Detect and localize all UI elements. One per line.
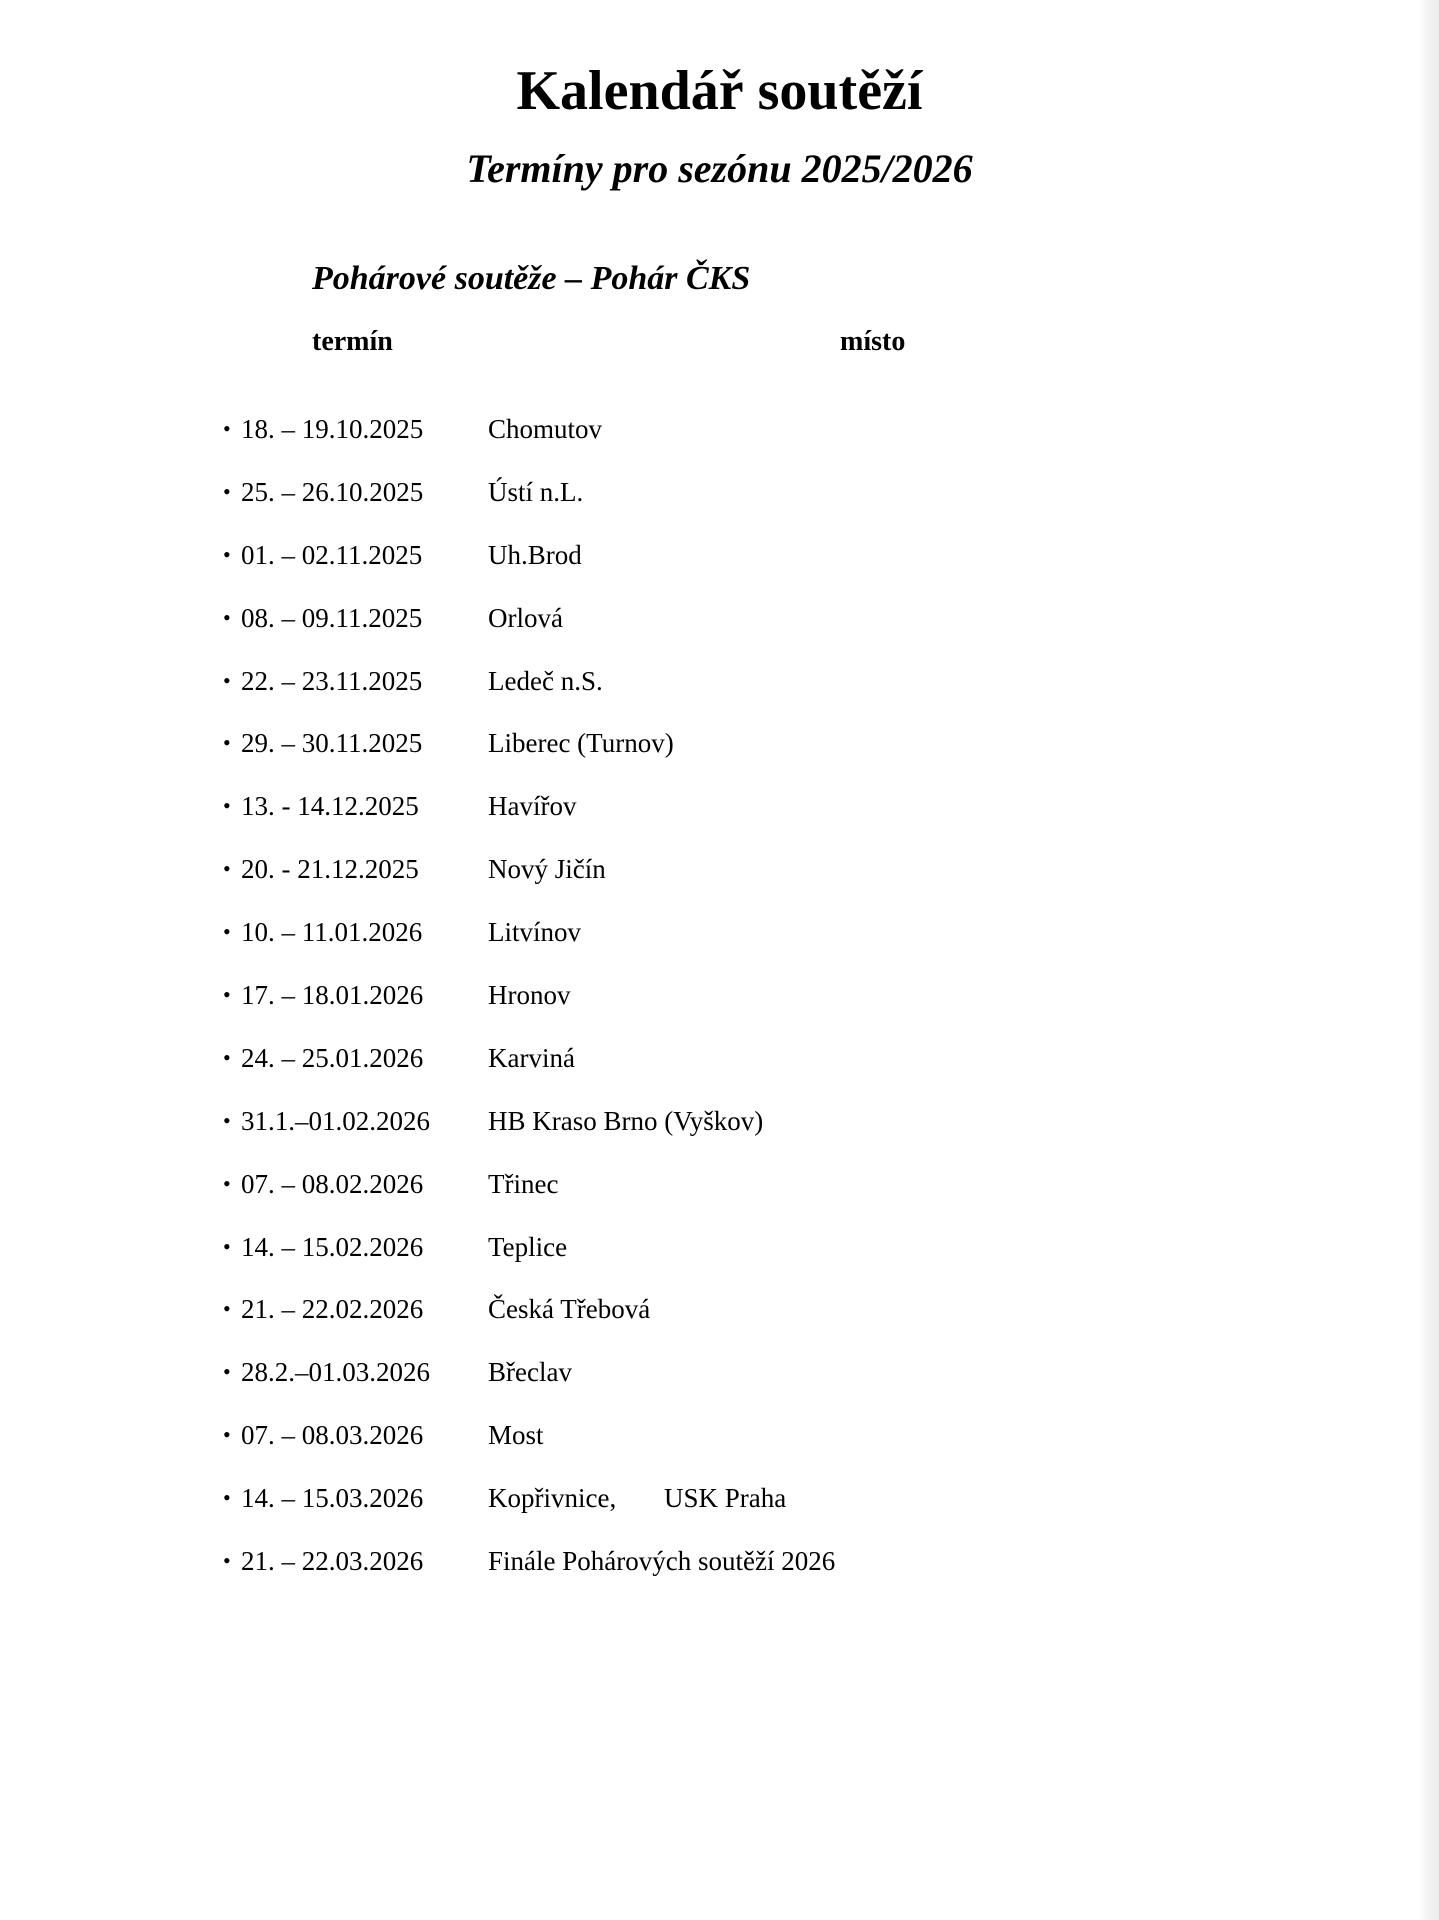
event-place: Most bbox=[488, 1420, 544, 1451]
page-edge-shadow bbox=[1419, 0, 1439, 1920]
event-date: 22. – 23.11.2025 bbox=[241, 665, 423, 696]
event-place: Ústí n.L. bbox=[488, 476, 584, 507]
bullet-icon: • bbox=[223, 667, 231, 693]
bullet-icon: • bbox=[223, 1170, 231, 1196]
event-place: Česká Třebová bbox=[488, 1294, 651, 1325]
bullet-icon: • bbox=[223, 478, 231, 504]
page-title: Kalendář soutěží bbox=[516, 60, 923, 122]
bullet-icon: • bbox=[223, 1044, 231, 1070]
event-date: 08. – 09.11.2025 bbox=[241, 602, 423, 633]
event-place: Ledeč n.S. bbox=[488, 665, 603, 696]
event-date: 28.2.–01.03.2026 bbox=[241, 1357, 430, 1388]
bullet-icon: • bbox=[223, 604, 231, 630]
event-date: 07. – 08.02.2026 bbox=[241, 1168, 424, 1199]
column-header-term: termín bbox=[312, 326, 393, 357]
event-date: 24. – 25.01.2026 bbox=[241, 1042, 424, 1073]
event-date: 17. – 18.01.2026 bbox=[241, 980, 424, 1011]
bullet-icon: • bbox=[223, 1359, 231, 1385]
event-place: Břeclav bbox=[488, 1357, 572, 1388]
bullet-icon: • bbox=[223, 793, 231, 819]
bullet-icon: • bbox=[223, 982, 231, 1008]
event-place: Chomutov bbox=[488, 414, 603, 444]
event-place: Litvínov bbox=[488, 917, 581, 948]
bullet-icon: • bbox=[223, 730, 231, 756]
event-date: 14. – 15.03.2026 bbox=[241, 1483, 424, 1514]
bullet-icon: • bbox=[223, 1422, 231, 1448]
event-place: Třinec bbox=[488, 1168, 559, 1199]
bullet-icon: • bbox=[223, 416, 231, 441]
event-place: Orlová bbox=[488, 602, 563, 633]
event-date: 21. – 22.02.2026 bbox=[241, 1294, 424, 1325]
bullet-icon: • bbox=[223, 856, 231, 882]
event-date: 13. - 14.12.2025 bbox=[241, 791, 419, 822]
event-place: Uh.Brod bbox=[488, 539, 582, 570]
event-place: Karviná bbox=[488, 1042, 575, 1073]
event-date: 07. – 08.03.2026 bbox=[241, 1420, 424, 1451]
event-date: 31.1.–01.02.2026 bbox=[241, 1105, 430, 1136]
event-date: 01. – 02.11.2025 bbox=[241, 539, 423, 570]
section-title: Pohárové soutěže – Pohár ČKS bbox=[312, 260, 751, 297]
event-place: Hronov bbox=[488, 980, 571, 1011]
bullet-icon: • bbox=[223, 1485, 231, 1511]
page-subtitle: Termíny pro sezónu 2025/2026 bbox=[466, 146, 973, 191]
event-date: 14. – 15.02.2026 bbox=[241, 1231, 424, 1262]
bullet-icon: • bbox=[223, 919, 231, 945]
event-date: 10. – 11.01.2026 bbox=[241, 917, 423, 948]
event-date: 18. – 19.10.2025 bbox=[241, 414, 424, 444]
bullet-icon: • bbox=[223, 1296, 231, 1322]
bullet-icon: • bbox=[223, 1107, 231, 1133]
bullet-icon: • bbox=[223, 1548, 231, 1574]
event-date: 25. – 26.10.2025 bbox=[241, 476, 424, 507]
event-date: 29. – 30.11.2025 bbox=[241, 728, 423, 759]
event-place-secondary: USK Praha bbox=[664, 1483, 787, 1514]
bullet-icon: • bbox=[223, 541, 231, 567]
event-date: 21. – 22.03.2026 bbox=[241, 1546, 424, 1577]
event-place: Havířov bbox=[488, 791, 577, 822]
bullet-icon: • bbox=[223, 1233, 231, 1259]
event-place: Teplice bbox=[488, 1231, 568, 1262]
column-header-place: místo bbox=[840, 326, 906, 357]
event-place: Finále Pohárových soutěží 2026 bbox=[488, 1546, 836, 1577]
event-place: HB Kraso Brno (Vyškov) bbox=[488, 1105, 764, 1136]
event-place: Nový Jičín bbox=[488, 854, 606, 885]
event-date: 20. - 21.12.2025 bbox=[241, 854, 419, 885]
event-place: Liberec (Turnov) bbox=[488, 728, 674, 759]
event-place: Kopřivnice, bbox=[488, 1483, 617, 1514]
